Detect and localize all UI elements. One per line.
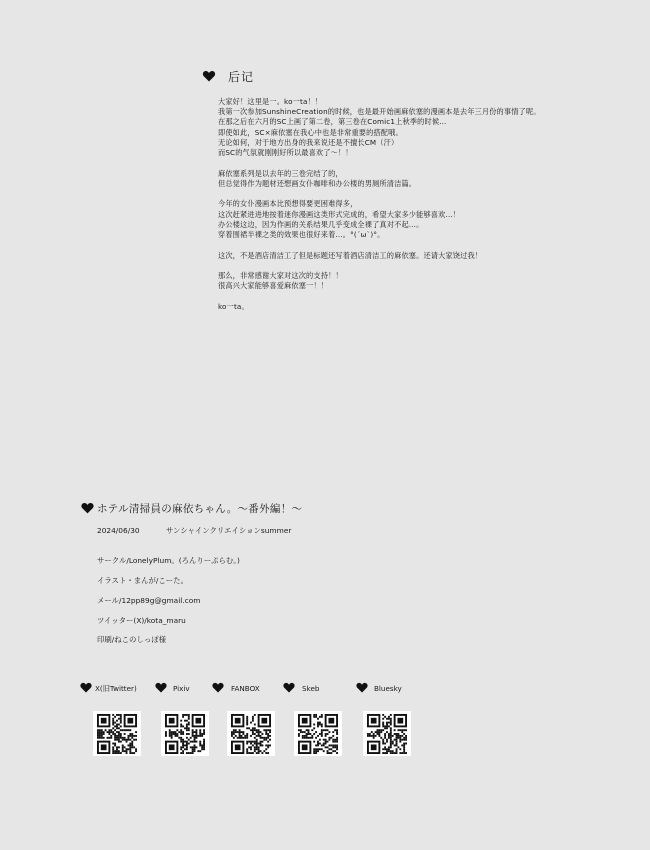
event-name: サンシャインクリエイションsummer (165, 526, 292, 535)
circle-credit: サークル/LonelyPlum。(ろんりーぷらむ。) (97, 556, 240, 565)
qr-code-fanbox[interactable] (227, 711, 275, 756)
afterword-paragraph (218, 97, 638, 158)
afterword-title: 后记 (228, 70, 255, 84)
heart-icon (283, 682, 295, 693)
heart-icon (356, 682, 368, 693)
afterword-line: 麻依塞系列是以去年的三卷完结了的， (218, 168, 343, 178)
publication-line (97, 525, 291, 536)
afterword-body (218, 97, 638, 323)
afterword-line: ko一ta。 (218, 302, 249, 311)
printer-credit: 印刷/ねこのしっぽ様 (97, 635, 167, 644)
mail-credit: メール/12pp89g@gmail.com (97, 596, 201, 605)
afterword-line: 在那之后在六月的SC上画了第二卷，第三卷在Comic1上秋季的时候… (218, 117, 447, 127)
qr-code-skeb[interactable] (294, 711, 342, 756)
afterword-line: 无论如何，对于地方出身的我来说还是不擅长CM（汗） (218, 137, 399, 147)
afterword-line: 我第一次参加SunshineCreation的时候，也是最开始画麻依塞的漫画本是去年三月份的事情了呢。 (218, 107, 541, 117)
afterword-paragraph (218, 199, 638, 240)
afterword-line: 即使如此，SC×麻依塞在我心中也是非常重要的搭配哦。 (218, 127, 403, 137)
twitter-credit: ツイッター(X)/kota_maru (97, 616, 186, 625)
afterword-line: 大家好！这里是一。ko一ta！！ (218, 97, 323, 106)
afterword-line: 办公楼这边，因为作画的关系结果几乎变成全裸了真对不起…。 (218, 219, 424, 229)
afterword-line: 这次赶紧进进地按着迷你漫画这类形式完成的，希望大家多少能够喜欢…！ (218, 209, 461, 219)
qr-code-bluesky[interactable] (363, 711, 411, 756)
afterword-paragraph (218, 271, 638, 291)
afterword-line: 很高兴大家能够喜爱麻依塞一！！ (218, 281, 329, 291)
sns-label-fanbox: FANBOX (231, 684, 260, 693)
afterword-line: 穿着围裙半裸之类的效果也很好来着…。°(´ω`)°。 (218, 230, 385, 240)
afterword-line: 今年的女仆漫画本比预想得要更困难得多， (218, 199, 358, 209)
afterword-paragraph (218, 251, 638, 261)
sns-label-x: X(旧Twitter) (95, 684, 137, 693)
afterword-signature (218, 302, 638, 312)
heart-icon (202, 70, 216, 82)
illustration-credit: イラスト・まんが/こーた。 (97, 576, 188, 585)
afterword-paragraph (218, 169, 638, 189)
heart-icon (81, 502, 94, 514)
heart-icon (80, 682, 92, 693)
qr-code-x[interactable] (93, 711, 141, 756)
afterword-line: 那么，非常感谢大家对这次的支持！！ (218, 271, 343, 281)
sns-label-skeb: Skeb (302, 684, 320, 693)
afterword-line: 而SC的气氛就刚刚好所以最喜欢了～！！ (218, 148, 353, 158)
heart-icon (155, 682, 167, 693)
heart-icon (212, 682, 224, 693)
afterword-line: 这次，不是酒店清洁工了但是标题还写着酒店清洁工的麻依塞。还请大家饶过我！ (218, 250, 483, 260)
book-title: ホテル清掃員の麻依ちゃん。～番外編！～ (97, 503, 303, 515)
sns-label-pixiv: Pixiv (173, 684, 190, 693)
qr-code-pixiv[interactable] (161, 711, 209, 756)
sns-label-bluesky: Bluesky (374, 684, 402, 693)
publication-date: 2024/06/30 (97, 526, 140, 535)
afterword-line: 但总觉得作为题材还想画女仆咖啡和办公楼的男厕所清洁篇。 (218, 178, 417, 188)
